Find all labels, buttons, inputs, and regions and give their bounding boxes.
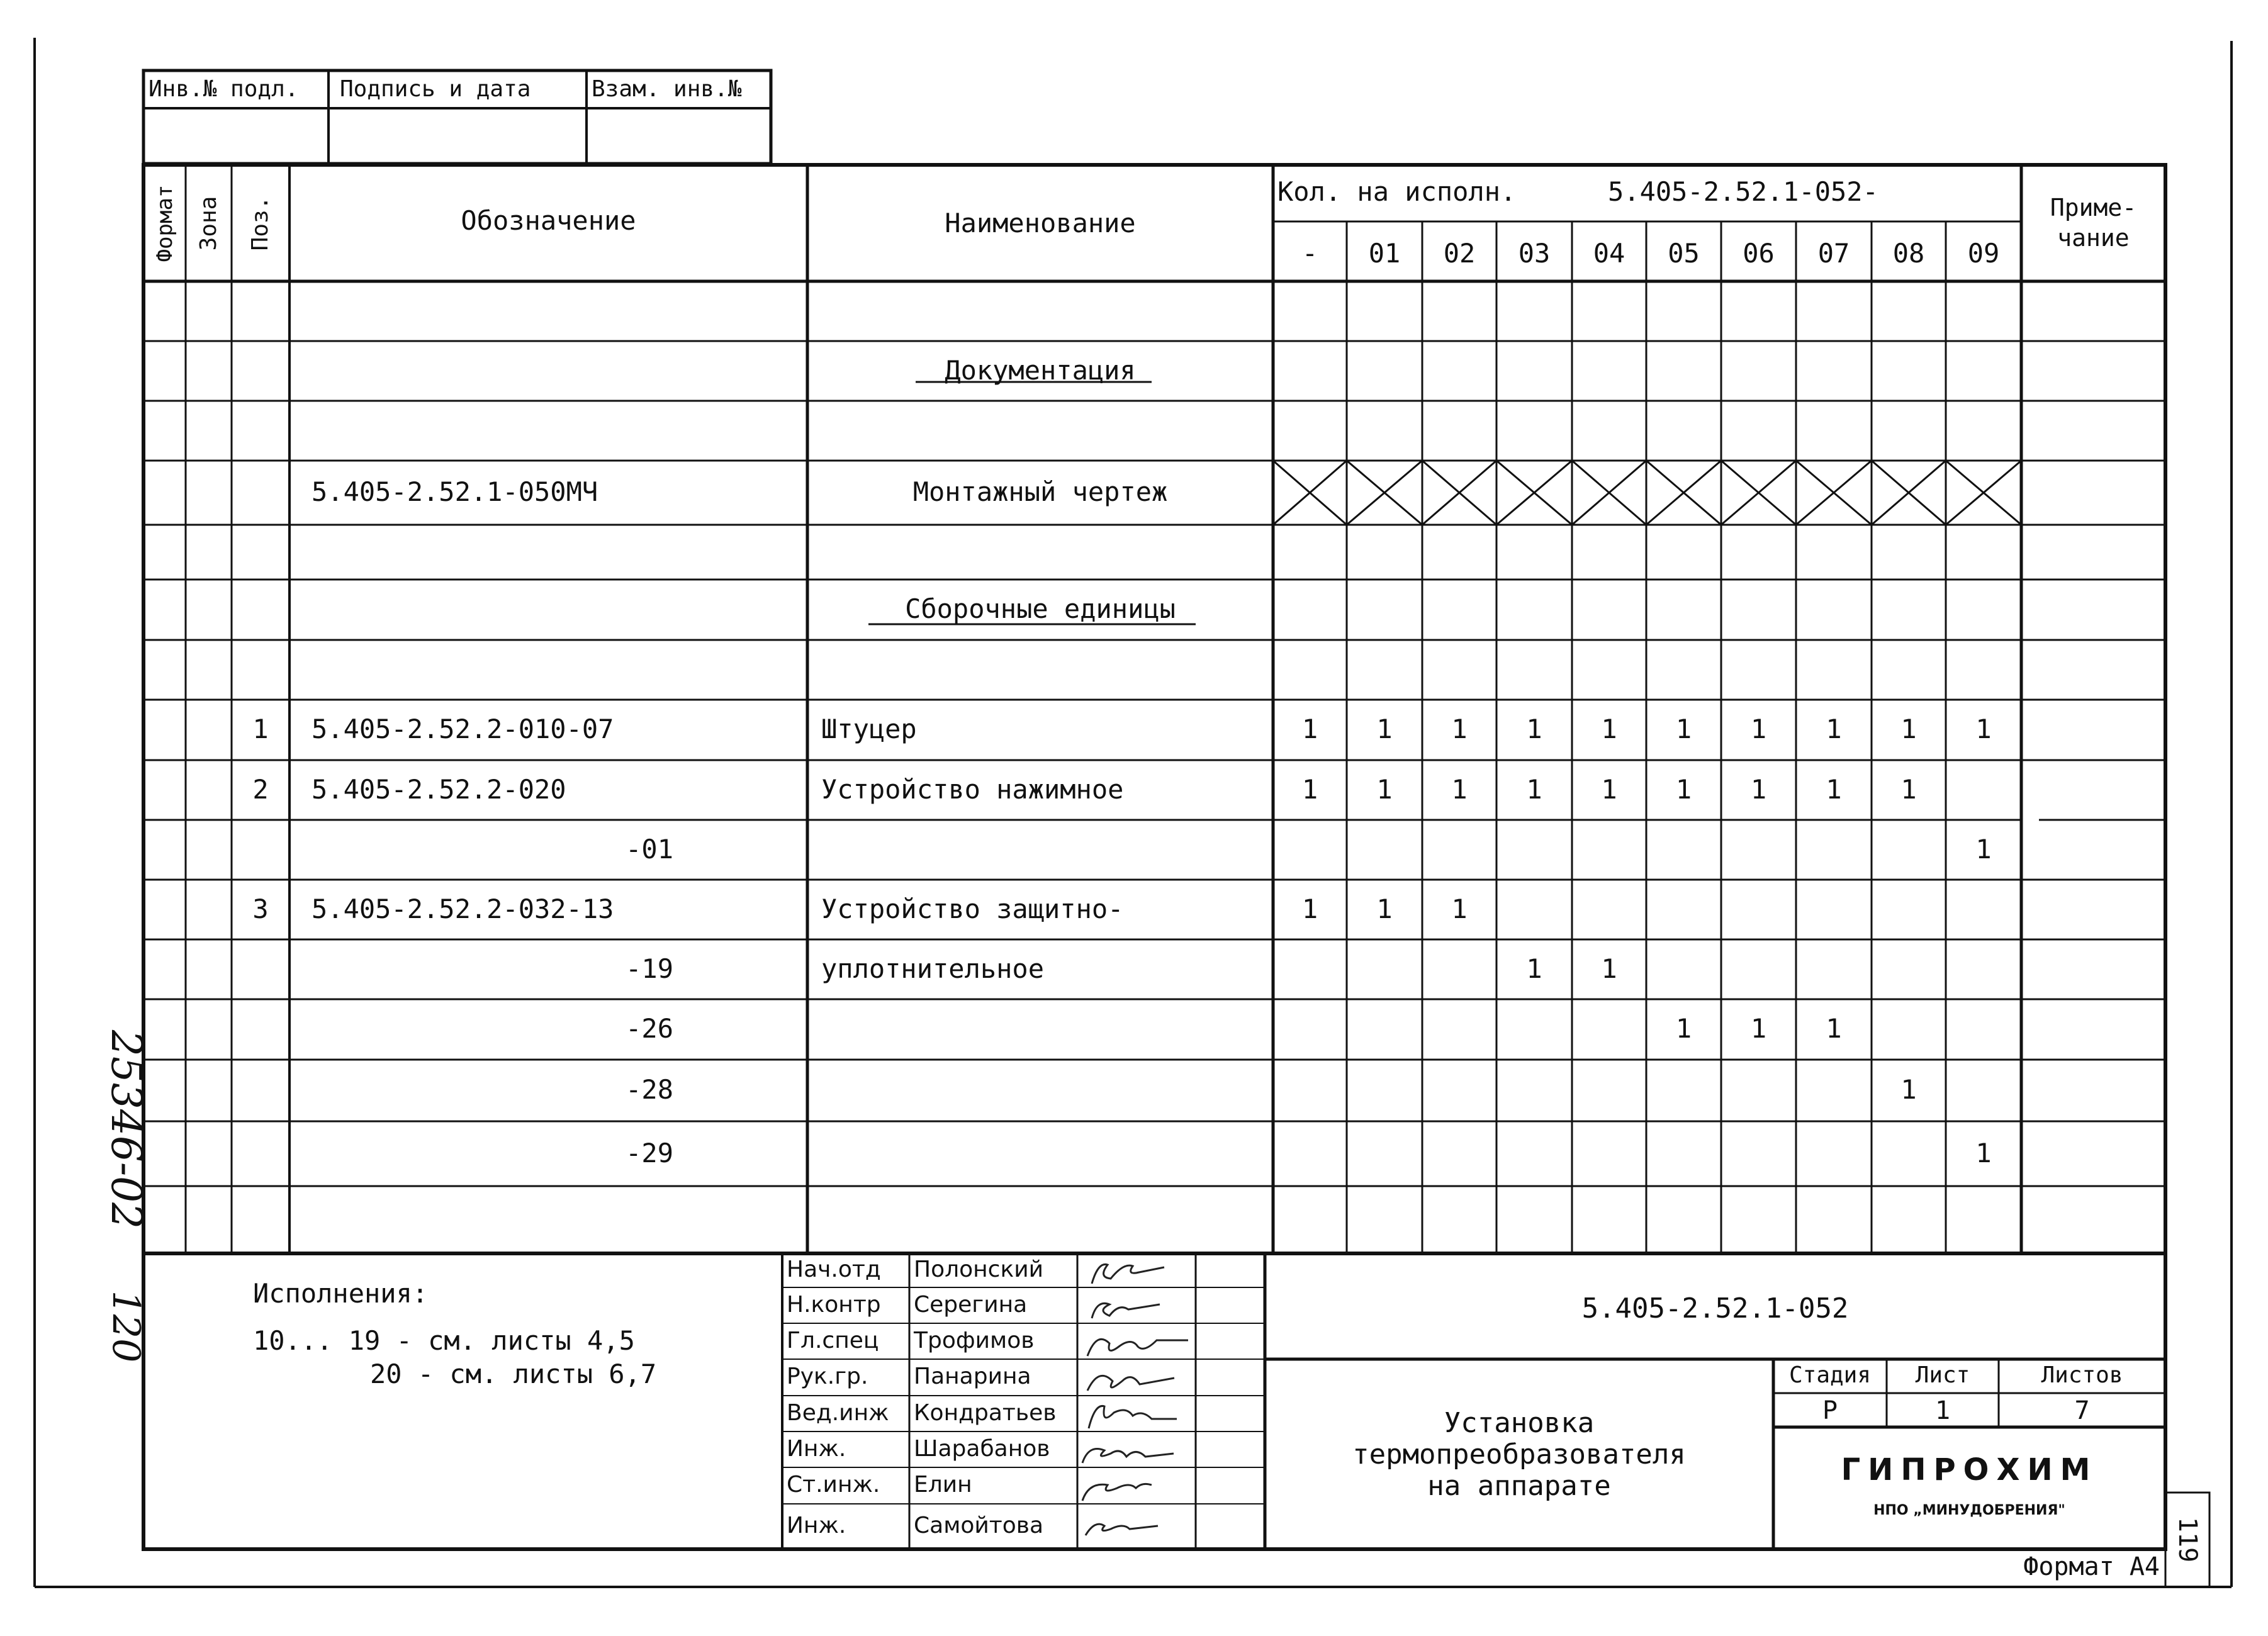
variants-note-title: Исполнения: [253, 1278, 429, 1309]
row-quantity: 1 [1451, 774, 1468, 805]
row-quantity: 1 [1301, 894, 1318, 924]
signature-date-label: Подпись и дата [340, 76, 531, 102]
row-quantity: 1 [1975, 834, 1992, 865]
signature-role: Инж. [787, 1436, 846, 1462]
row-designation: 5.405-2.52.2-032-13 [312, 894, 614, 924]
signature-role: Н.контр [787, 1292, 881, 1318]
row-name: Устройство защитно- [821, 894, 1124, 924]
row-designation: -19 [626, 953, 673, 984]
signature-role: Вед.инж [787, 1400, 889, 1426]
document-code: 5.405-2.52.1-052 [1581, 1292, 1849, 1325]
drawing-title-line-3: на аппарате [1427, 1470, 1611, 1502]
row-quantity: 1 [1526, 714, 1542, 744]
row-quantity: 1 [1750, 1013, 1767, 1044]
row-designation: 5.405-2.52.2-010-07 [312, 714, 614, 744]
page-reference-annotation: 120 [104, 1290, 148, 1363]
row-quantity: 1 [1526, 953, 1542, 984]
organization-name: ГИПРОХИМ [1841, 1452, 2098, 1488]
sheet-number: 1 [1934, 1396, 1951, 1425]
row-position: 2 [252, 774, 269, 805]
signature-role: Инж. [787, 1513, 846, 1538]
organization-subtitle: НПО „МИНУДОБРЕНИЯ" [1873, 1503, 2065, 1518]
row-name: Устройство нажимное [821, 774, 1124, 805]
signature-name: Панарина [914, 1364, 1031, 1389]
column-header-note: Приме- чание [2050, 194, 2137, 252]
page-number: 119 [2173, 1516, 2202, 1563]
signature-name: Трофимов [914, 1328, 1035, 1353]
row-quantity: 1 [1451, 894, 1468, 924]
variant-header: 08 [1892, 238, 1925, 269]
paper-format-label: Формат А4 [2023, 1552, 2160, 1581]
variants-note-line-1: 10... 19 - см. листы 4,5 [253, 1325, 635, 1356]
row-quantity: 1 [1601, 714, 1617, 744]
row-quantity: 1 [1975, 714, 1992, 744]
row-designation: -26 [626, 1013, 673, 1044]
variant-header: 06 [1743, 238, 1775, 269]
row-quantity: 1 [1900, 1074, 1917, 1105]
row-designation: -29 [626, 1138, 673, 1168]
variants-note-line-2: 20 - см. листы 6,7 [370, 1359, 657, 1389]
variant-header: - [1301, 238, 1318, 269]
row-quantity: 1 [1750, 714, 1767, 744]
variant-header: 09 [1967, 238, 2000, 269]
variant-header: 05 [1668, 238, 1700, 269]
variant-header: 02 [1443, 238, 1476, 269]
stage-value: Р [1822, 1396, 1838, 1425]
row-quantity: 1 [1826, 774, 1842, 805]
variant-header: 03 [1518, 238, 1551, 269]
inventory-number-label: Инв.№ подл. [149, 76, 299, 102]
album-code-annotation: 25346-02 [102, 1029, 150, 1230]
row-name: уплотнительное [821, 953, 1045, 984]
row-quantity: 1 [1301, 714, 1318, 744]
row-quantity: 1 [1675, 714, 1692, 744]
row-quantity: 1 [1301, 774, 1318, 805]
quantity-header-label: Кол. на исполн. [1277, 176, 1517, 207]
variant-header: 07 [1817, 238, 1850, 269]
row-quantity: 1 [1900, 714, 1917, 744]
drawing-title-line-2: термопреобразователя [1352, 1438, 1686, 1471]
drawing-title-line-1: Установка [1444, 1407, 1595, 1439]
row-position: 3 [252, 894, 269, 924]
signature-role: Нач.отд [787, 1257, 881, 1282]
signature-name: Елин [914, 1472, 972, 1498]
row-designation: 5.405-2.52.2-020 [312, 774, 566, 805]
row-quantity: 1 [1750, 774, 1767, 805]
row-quantity: 1 [1601, 774, 1617, 805]
signature-role: Гл.спец [787, 1328, 879, 1353]
replacement-inventory-label: Взам. инв.№ [592, 76, 742, 102]
sheet-label: Лист [1915, 1362, 1970, 1388]
row-position: 1 [252, 714, 269, 744]
variant-header: 01 [1368, 238, 1401, 269]
column-header-format: Формат [152, 184, 177, 262]
sheets-total: 7 [2074, 1396, 2090, 1425]
variant-base-designation: 5.405-2.52.1-052- [1608, 176, 1878, 207]
variant-header: 04 [1593, 238, 1625, 269]
signature-role: Ст.инж. [787, 1472, 880, 1498]
signature-name: Кондратьев [914, 1400, 1057, 1426]
signature-name: Полонский [914, 1257, 1043, 1282]
row-quantity: 1 [1826, 714, 1842, 744]
row-quantity: 1 [1376, 714, 1393, 744]
signature-name: Шарабанов [914, 1436, 1050, 1462]
row-designation: -01 [626, 834, 673, 865]
column-header-zone: Зона [196, 196, 222, 251]
row-quantity: 1 [1376, 894, 1393, 924]
signature-name: Самойтова [914, 1513, 1044, 1538]
column-header-name: Наименование [945, 208, 1136, 238]
row-designation: -28 [626, 1074, 673, 1105]
row-quantity: 1 [1601, 953, 1617, 984]
sheets-total-label: Листов [2041, 1362, 2123, 1388]
row-quantity: 1 [1826, 1013, 1842, 1044]
row-name: Штуцер [821, 714, 917, 744]
row-quantity: 1 [1451, 714, 1468, 744]
column-header-designation: Обозначение [461, 205, 636, 236]
signature-role: Рук.гр. [787, 1364, 868, 1389]
stage-label: Стадия [1788, 1362, 1872, 1388]
row-name: Монтажный чертеж [912, 476, 1168, 507]
row-quantity: 1 [1675, 774, 1692, 805]
row-quantity: 1 [1675, 1013, 1692, 1044]
row-quantity: 1 [1376, 774, 1393, 805]
row-name: Документация [945, 355, 1136, 386]
row-quantity: 1 [1900, 774, 1917, 805]
column-header-position: Поз. [247, 196, 273, 251]
row-quantity: 1 [1975, 1138, 1992, 1168]
row-name: Сборочные единицы [905, 593, 1176, 624]
signature-name: Серегина [914, 1292, 1028, 1318]
row-quantity: 1 [1526, 774, 1542, 805]
row-designation: 5.405-2.52.1-050МЧ [312, 476, 598, 507]
